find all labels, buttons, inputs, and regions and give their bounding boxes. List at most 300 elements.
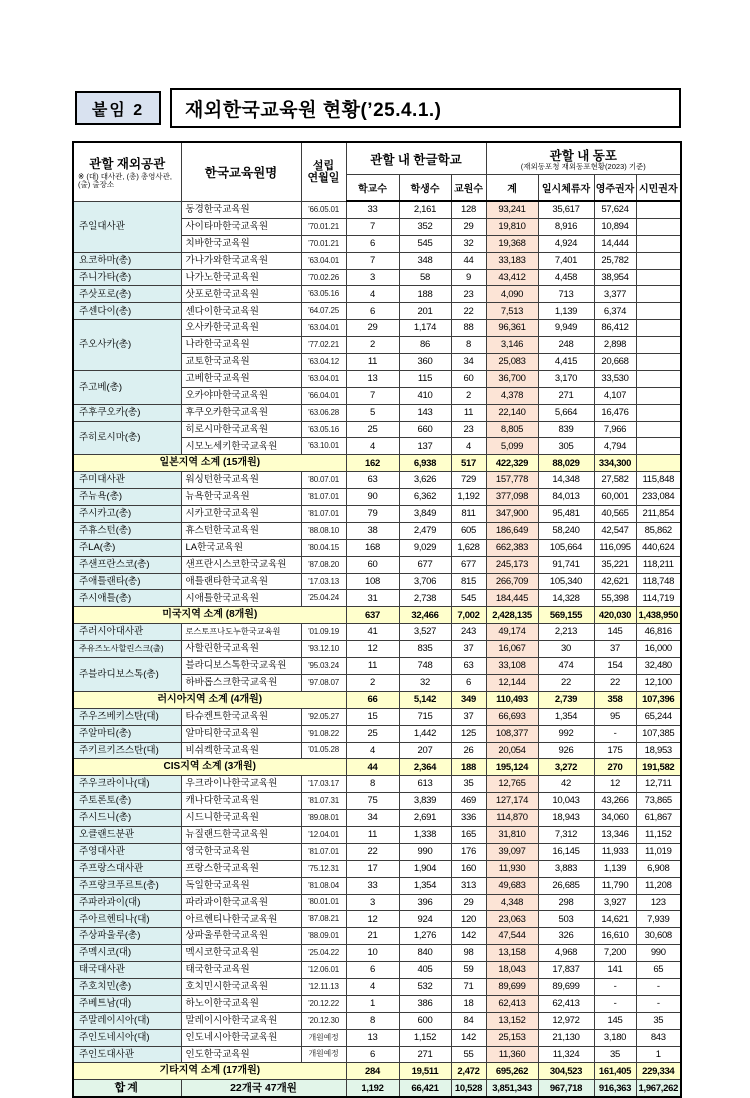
students-count-cell: 545 — [399, 235, 451, 252]
permanent-resident-cell: 420,030 — [594, 607, 636, 624]
table-row — [73, 624, 681, 641]
students-count-cell: 143 — [399, 404, 451, 421]
teachers-count-cell: 1,628 — [451, 539, 486, 556]
table-row — [73, 962, 681, 979]
header-temporary-stay: 일시체류자 — [538, 175, 594, 202]
permanent-resident-cell: 10,894 — [594, 218, 636, 235]
citizen-cell: 61,867 — [636, 810, 681, 827]
dongpo-total-cell: 33,183 — [486, 252, 538, 269]
table-row — [73, 945, 681, 962]
schools-count-cell: 11 — [346, 658, 399, 675]
schools-count-cell: 22 — [346, 843, 399, 860]
students-count-cell: 188 — [399, 286, 451, 303]
table-row — [73, 995, 681, 1012]
citizen-cell — [636, 421, 681, 438]
date-cell: ’66.04.01 — [301, 387, 346, 404]
citizen-cell — [636, 387, 681, 404]
schools-count-cell: 38 — [346, 522, 399, 539]
name-cell: 뉴욕한국교육원 — [181, 489, 301, 506]
permanent-resident-cell: 43,266 — [594, 793, 636, 810]
region-cell: 주토론토(총) — [73, 793, 181, 810]
attachment-label: 붙임 2 — [91, 101, 145, 119]
name-cell: 프랑스한국교육원 — [181, 860, 301, 877]
citizen-cell: - — [636, 978, 681, 995]
region-cell: 주시애틀(총) — [73, 590, 181, 607]
temporary-stay-cell: 18,943 — [538, 810, 594, 827]
name-cell: 사이타마한국교육원 — [181, 218, 301, 235]
date-cell: ’75.12.31 — [301, 860, 346, 877]
table-row — [73, 556, 681, 573]
subtotal-row — [73, 1063, 681, 1080]
permanent-resident-cell: 6,374 — [594, 303, 636, 320]
schools-count-cell: 6 — [346, 235, 399, 252]
temporary-stay-cell: 14,328 — [538, 590, 594, 607]
table-row — [73, 978, 681, 995]
students-count-cell: 6,362 — [399, 489, 451, 506]
permanent-resident-cell: 35,221 — [594, 556, 636, 573]
schools-count-cell: 7 — [346, 252, 399, 269]
temporary-stay-cell: 474 — [538, 658, 594, 675]
table-row — [73, 573, 681, 590]
students-count-cell: 660 — [399, 421, 451, 438]
dongpo-total-cell: 49,683 — [486, 877, 538, 894]
region-cell: 주베트남(대) — [73, 995, 181, 1012]
date-cell: ’63.04.01 — [301, 252, 346, 269]
region-cell: 주LA(총) — [73, 539, 181, 556]
region-cell: 주뉴욕(총) — [73, 489, 181, 506]
students-count-cell: 3,839 — [399, 793, 451, 810]
teachers-count-cell: 84 — [451, 1012, 486, 1029]
region-cell: 주오사카(총) — [73, 320, 181, 371]
citizen-cell: 30,608 — [636, 928, 681, 945]
schools-count-cell: 8 — [346, 1012, 399, 1029]
citizen-cell — [636, 320, 681, 337]
subtotal-row — [73, 759, 681, 776]
date-cell: ’17.03.13 — [301, 573, 346, 590]
dongpo-total-cell: 662,383 — [486, 539, 538, 556]
date-cell: ’20.12.30 — [301, 1012, 346, 1029]
schools-count-cell: 1 — [346, 995, 399, 1012]
date-cell: ’97.08.07 — [301, 674, 346, 691]
teachers-count-cell: 165 — [451, 826, 486, 843]
students-count-cell: 386 — [399, 995, 451, 1012]
students-count-cell: 835 — [399, 641, 451, 658]
students-count-cell: 2,364 — [399, 759, 451, 776]
date-cell: 개원예정 — [301, 1029, 346, 1046]
schools-count-cell: 3 — [346, 269, 399, 286]
table-row — [73, 894, 681, 911]
citizen-cell — [636, 269, 681, 286]
schools-count-cell: 75 — [346, 793, 399, 810]
students-count-cell: 86 — [399, 337, 451, 354]
table-row — [73, 742, 681, 759]
date-cell: ’88.09.01 — [301, 928, 346, 945]
students-count-cell: 6,938 — [399, 455, 451, 472]
citizen-cell: 18,953 — [636, 742, 681, 759]
header-region-title: 관할 재외공관 — [89, 156, 166, 171]
temporary-stay-cell: 42 — [538, 776, 594, 793]
permanent-resident-cell: 57,624 — [594, 201, 636, 218]
dongpo-total-cell: 49,174 — [486, 624, 538, 641]
temporary-stay-cell: 9,949 — [538, 320, 594, 337]
temporary-stay-cell: 992 — [538, 725, 594, 742]
students-count-cell: 1,338 — [399, 826, 451, 843]
citizen-cell — [636, 370, 681, 387]
dongpo-total-cell: 16,067 — [486, 641, 538, 658]
header-students-count: 학생수 — [399, 175, 451, 202]
date-cell: ’80.07.01 — [301, 472, 346, 489]
schools-count-cell: 162 — [346, 455, 399, 472]
citizen-cell: 32,480 — [636, 658, 681, 675]
header-center-name: 한국교육원명 — [181, 142, 301, 201]
temporary-stay-cell: 62,413 — [538, 995, 594, 1012]
schools-count-cell: 13 — [346, 370, 399, 387]
dongpo-total-cell: 114,870 — [486, 810, 538, 827]
subtotal-label-cell: 기타지역 소계 (17개원) — [73, 1063, 346, 1080]
students-count-cell: 2,691 — [399, 810, 451, 827]
teachers-count-cell: 44 — [451, 252, 486, 269]
date-cell: 개원예정 — [301, 1046, 346, 1063]
students-count-cell: 1,276 — [399, 928, 451, 945]
date-cell: ’12.06.01 — [301, 962, 346, 979]
dongpo-total-cell: 5,099 — [486, 438, 538, 455]
students-count-cell: 600 — [399, 1012, 451, 1029]
table-row — [73, 793, 681, 810]
schools-count-cell: 7 — [346, 218, 399, 235]
date-cell: ’88.08.10 — [301, 522, 346, 539]
teachers-count-cell: 59 — [451, 962, 486, 979]
header-teachers-count: 교원수 — [451, 175, 486, 202]
dongpo-total-cell: 43,412 — [486, 269, 538, 286]
name-cell: 샌프란시스코한국교육원 — [181, 556, 301, 573]
teachers-count-cell: 811 — [451, 506, 486, 523]
date-cell: ’81.07.01 — [301, 843, 346, 860]
students-count-cell: 58 — [399, 269, 451, 286]
temporary-stay-cell: 14,348 — [538, 472, 594, 489]
temporary-stay-cell: 7,401 — [538, 252, 594, 269]
students-count-cell: 32 — [399, 674, 451, 691]
date-cell: ’63.04.01 — [301, 370, 346, 387]
temporary-stay-cell: 926 — [538, 742, 594, 759]
citizen-cell — [636, 404, 681, 421]
region-cell: 주후쿠오카(총) — [73, 404, 181, 421]
dongpo-total-cell: 62,413 — [486, 995, 538, 1012]
permanent-resident-cell: 270 — [594, 759, 636, 776]
table-row — [73, 320, 681, 337]
region-cell: 주고베(총) — [73, 370, 181, 404]
schools-count-cell: 33 — [346, 877, 399, 894]
date-cell: ’63.06.28 — [301, 404, 346, 421]
region-cell: 주히로시마(총) — [73, 421, 181, 455]
dongpo-total-cell: 266,709 — [486, 573, 538, 590]
permanent-resident-cell: 42,547 — [594, 522, 636, 539]
date-cell: ’92.05.27 — [301, 708, 346, 725]
dongpo-total-cell: 422,329 — [486, 455, 538, 472]
citizen-cell: 191,582 — [636, 759, 681, 776]
schools-count-cell: 79 — [346, 506, 399, 523]
temporary-stay-cell: 2,739 — [538, 691, 594, 708]
permanent-resident-cell: 42,621 — [594, 573, 636, 590]
schools-count-cell: 10 — [346, 945, 399, 962]
name-cell: 애틀랜타한국교육원 — [181, 573, 301, 590]
table-row — [73, 472, 681, 489]
permanent-resident-cell: 4,107 — [594, 387, 636, 404]
subtotal-label-cell: CIS지역 소계 (3개원) — [73, 759, 346, 776]
permanent-resident-cell: 38,954 — [594, 269, 636, 286]
permanent-resident-cell: 2,898 — [594, 337, 636, 354]
date-cell: ’91.08.22 — [301, 725, 346, 742]
date-cell: ’63.05.16 — [301, 421, 346, 438]
name-cell: 삿포로한국교육원 — [181, 286, 301, 303]
dongpo-total-cell: 4,378 — [486, 387, 538, 404]
page-title: 재외한국교육원 현황(’25.4.1.) — [185, 99, 442, 121]
table-row — [73, 826, 681, 843]
citizen-cell: 85,862 — [636, 522, 681, 539]
table-row — [73, 421, 681, 438]
temporary-stay-cell: 2,213 — [538, 624, 594, 641]
table-row — [73, 776, 681, 793]
date-cell: ’81.07.01 — [301, 489, 346, 506]
dongpo-total-cell: 3,146 — [486, 337, 538, 354]
table-row — [73, 1046, 681, 1063]
schools-count-cell: 4 — [346, 742, 399, 759]
header-region-note-line2: (출) 출장소 — [78, 180, 115, 190]
students-count-cell: 405 — [399, 962, 451, 979]
table-row — [73, 928, 681, 945]
permanent-resident-cell: 25,782 — [594, 252, 636, 269]
citizen-cell: 107,385 — [636, 725, 681, 742]
citizen-cell — [636, 235, 681, 252]
name-cell: 후쿠오카한국교육원 — [181, 404, 301, 421]
date-cell: ’77.02.21 — [301, 337, 346, 354]
date-cell: ’63.10.01 — [301, 438, 346, 455]
temporary-stay-cell: 10,043 — [538, 793, 594, 810]
teachers-count-cell: 23 — [451, 286, 486, 303]
name-cell: 시모노세키한국교육원 — [181, 438, 301, 455]
dongpo-total-cell: 8,805 — [486, 421, 538, 438]
schools-count-cell: 637 — [346, 607, 399, 624]
citizen-cell — [636, 337, 681, 354]
date-cell: ’89.08.01 — [301, 810, 346, 827]
subtotal-row — [73, 691, 681, 708]
permanent-resident-cell: 161,405 — [594, 1063, 636, 1080]
students-count-cell: 1,174 — [399, 320, 451, 337]
schools-count-cell: 34 — [346, 810, 399, 827]
region-cell: 주샌프란스코(총) — [73, 556, 181, 573]
name-cell: 휴스턴한국교육원 — [181, 522, 301, 539]
teachers-count-cell: 349 — [451, 691, 486, 708]
teachers-count-cell: 1,192 — [451, 489, 486, 506]
name-cell: 아르헨티나한국교육원 — [181, 911, 301, 928]
grand-total-scope-cell: 22개국 47개원 — [181, 1080, 346, 1097]
dongpo-total-cell: 11,360 — [486, 1046, 538, 1063]
students-count-cell: 32,466 — [399, 607, 451, 624]
schools-count-cell: 6 — [346, 303, 399, 320]
date-cell: ’25.04.22 — [301, 945, 346, 962]
teachers-count-cell: 142 — [451, 1029, 486, 1046]
citizen-cell: 65,244 — [636, 708, 681, 725]
name-cell: 오카야마한국교육원 — [181, 387, 301, 404]
students-count-cell: 840 — [399, 945, 451, 962]
teachers-count-cell: 22 — [451, 303, 486, 320]
dongpo-total-cell: 13,152 — [486, 1012, 538, 1029]
teachers-count-cell: 8 — [451, 337, 486, 354]
teachers-count-cell: 469 — [451, 793, 486, 810]
teachers-count-cell: 18 — [451, 995, 486, 1012]
citizen-cell: - — [636, 995, 681, 1012]
dongpo-total-cell: 157,778 — [486, 472, 538, 489]
name-cell: 센다이한국교육원 — [181, 303, 301, 320]
permanent-resident-cell: 3,927 — [594, 894, 636, 911]
permanent-resident-cell: 14,444 — [594, 235, 636, 252]
schools-count-cell: 21 — [346, 928, 399, 945]
dongpo-total-cell: 110,493 — [486, 691, 538, 708]
permanent-resident-cell: 22 — [594, 674, 636, 691]
teachers-count-cell: 23 — [451, 421, 486, 438]
temporary-stay-cell: 298 — [538, 894, 594, 911]
schools-count-cell: 66 — [346, 691, 399, 708]
dongpo-total-cell: 127,174 — [486, 793, 538, 810]
table-row — [73, 269, 681, 286]
table-row — [73, 641, 681, 658]
date-cell: ’63.04.01 — [301, 320, 346, 337]
table-row — [73, 506, 681, 523]
table-row — [73, 911, 681, 928]
region-cell: 주블라디보스톡(총) — [73, 658, 181, 692]
region-cell: 주센다이(총) — [73, 303, 181, 320]
name-cell: 오사카한국교육원 — [181, 320, 301, 337]
temporary-stay-cell: 95,481 — [538, 506, 594, 523]
schools-count-cell: 1,192 — [346, 1080, 399, 1097]
region-cell: 주알마티(총) — [73, 725, 181, 742]
name-cell: 상파울루한국교육원 — [181, 928, 301, 945]
date-cell: ’87.08.21 — [301, 911, 346, 928]
teachers-count-cell: 9 — [451, 269, 486, 286]
students-count-cell: 613 — [399, 776, 451, 793]
schools-count-cell: 31 — [346, 590, 399, 607]
dongpo-total-cell: 20,054 — [486, 742, 538, 759]
name-cell: 알마티한국교육원 — [181, 725, 301, 742]
permanent-resident-cell: 11,790 — [594, 877, 636, 894]
table-row — [73, 286, 681, 303]
teachers-count-cell: 35 — [451, 776, 486, 793]
schools-count-cell: 8 — [346, 776, 399, 793]
name-cell: 파라과이한국교육원 — [181, 894, 301, 911]
header-establish-date-line1: 설립 — [312, 159, 335, 172]
students-count-cell: 207 — [399, 742, 451, 759]
permanent-resident-cell: 358 — [594, 691, 636, 708]
table-row — [73, 303, 681, 320]
students-count-cell: 2,479 — [399, 522, 451, 539]
permanent-resident-cell: 175 — [594, 742, 636, 759]
region-cell: 주파라과이(대) — [73, 894, 181, 911]
temporary-stay-cell: 105,340 — [538, 573, 594, 590]
temporary-stay-cell: 91,741 — [538, 556, 594, 573]
schools-count-cell: 4 — [346, 286, 399, 303]
date-cell: ’64.07.25 — [301, 303, 346, 320]
temporary-stay-cell: 21,130 — [538, 1029, 594, 1046]
region-cell: 주상파울루(총) — [73, 928, 181, 945]
citizen-cell: 211,854 — [636, 506, 681, 523]
students-count-cell: 348 — [399, 252, 451, 269]
students-count-cell: 924 — [399, 911, 451, 928]
subtotal-label-cell: 러시아지역 소계 (4개원) — [73, 691, 346, 708]
region-cell: 주프랑스대사관 — [73, 860, 181, 877]
schools-count-cell: 5 — [346, 404, 399, 421]
citizen-cell — [636, 303, 681, 320]
teachers-count-cell: 677 — [451, 556, 486, 573]
region-cell: 주인도대사관 — [73, 1046, 181, 1063]
date-cell: ’81.08.04 — [301, 877, 346, 894]
students-count-cell: 3,626 — [399, 472, 451, 489]
name-cell: 타슈켄트한국교육원 — [181, 708, 301, 725]
dongpo-total-cell: 19,368 — [486, 235, 538, 252]
citizen-cell: 73,865 — [636, 793, 681, 810]
region-cell: 주휴스턴(총) — [73, 522, 181, 539]
students-count-cell: 532 — [399, 978, 451, 995]
schools-count-cell: 41 — [346, 624, 399, 641]
dongpo-total-cell: 47,544 — [486, 928, 538, 945]
document-title-box — [170, 88, 681, 128]
name-cell: 멕시코한국교육원 — [181, 945, 301, 962]
citizen-cell — [636, 218, 681, 235]
name-cell: 말레이시아한국교육원 — [181, 1012, 301, 1029]
dongpo-total-cell: 36,700 — [486, 370, 538, 387]
teachers-count-cell: 815 — [451, 573, 486, 590]
region-cell: 주시드니(총) — [73, 810, 181, 827]
temporary-stay-cell: 3,170 — [538, 370, 594, 387]
citizen-cell: 7,939 — [636, 911, 681, 928]
citizen-cell: 12,711 — [636, 776, 681, 793]
dongpo-total-cell: 18,043 — [486, 962, 538, 979]
temporary-stay-cell: 326 — [538, 928, 594, 945]
dongpo-total-cell: 4,090 — [486, 286, 538, 303]
schools-count-cell: 108 — [346, 573, 399, 590]
permanent-resident-cell: 116,095 — [594, 539, 636, 556]
permanent-resident-cell: 37 — [594, 641, 636, 658]
citizen-cell — [636, 286, 681, 303]
schools-count-cell: 90 — [346, 489, 399, 506]
subtotal-label-cell: 미국지역 소계 (8개원) — [73, 607, 346, 624]
citizen-cell: 35 — [636, 1012, 681, 1029]
name-cell: 치바한국교육원 — [181, 235, 301, 252]
temporary-stay-cell: 8,916 — [538, 218, 594, 235]
students-count-cell: 3,706 — [399, 573, 451, 590]
permanent-resident-cell: 14,621 — [594, 911, 636, 928]
education-centers-table — [72, 141, 682, 1098]
dongpo-total-cell: 25,083 — [486, 354, 538, 371]
permanent-resident-cell: 95 — [594, 708, 636, 725]
name-cell: 하바롭스크한국교육원 — [181, 674, 301, 691]
teachers-count-cell: 37 — [451, 641, 486, 658]
citizen-cell — [636, 438, 681, 455]
table-row — [73, 810, 681, 827]
dongpo-total-cell: 33,108 — [486, 658, 538, 675]
region-cell: 주우크라이나(대) — [73, 776, 181, 793]
date-cell: ’12.04.01 — [301, 826, 346, 843]
temporary-stay-cell: 305 — [538, 438, 594, 455]
name-cell: 시드니한국교육원 — [181, 810, 301, 827]
students-count-cell: 1,442 — [399, 725, 451, 742]
dongpo-total-cell: 19,810 — [486, 218, 538, 235]
students-count-cell: 352 — [399, 218, 451, 235]
name-cell: 가나가와한국교육원 — [181, 252, 301, 269]
temporary-stay-cell: 4,458 — [538, 269, 594, 286]
citizen-cell: 16,000 — [636, 641, 681, 658]
citizen-cell — [636, 354, 681, 371]
citizen-cell: 12,100 — [636, 674, 681, 691]
students-count-cell: 677 — [399, 556, 451, 573]
